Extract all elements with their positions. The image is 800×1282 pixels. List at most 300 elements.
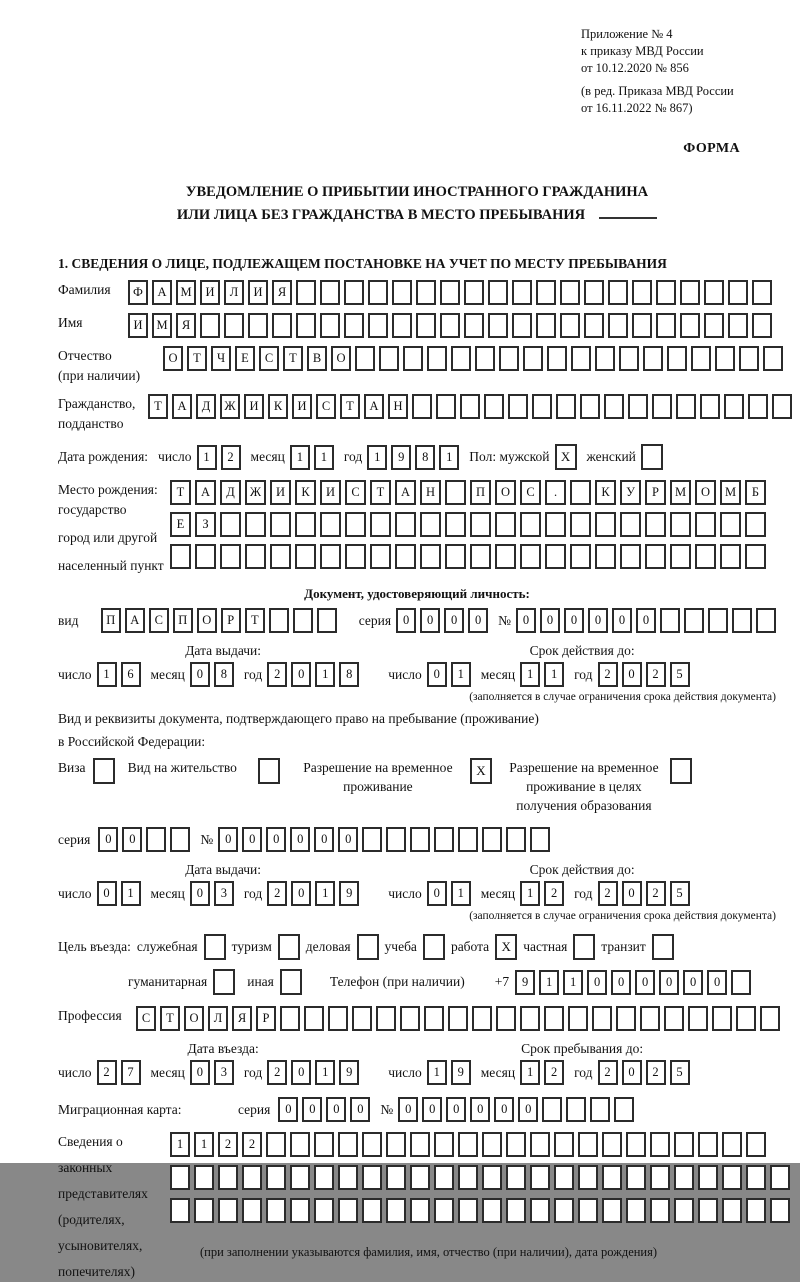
char-cell[interactable] xyxy=(530,1132,550,1157)
char-cell[interactable] xyxy=(436,394,456,419)
char-cell[interactable]: 1 xyxy=(427,1060,447,1085)
char-cell[interactable] xyxy=(376,1006,396,1031)
char-cell[interactable]: А xyxy=(195,480,216,505)
char-cell[interactable] xyxy=(602,1198,622,1223)
char-cell[interactable] xyxy=(427,346,447,371)
char-cell[interactable] xyxy=(370,512,391,537)
char-cell[interactable] xyxy=(338,1132,358,1157)
char-cell[interactable] xyxy=(545,512,566,537)
char-cell[interactable] xyxy=(440,313,460,338)
char-cell[interactable] xyxy=(695,512,716,537)
char-cell[interactable]: 6 xyxy=(121,662,141,687)
char-cell[interactable] xyxy=(746,1198,766,1223)
char-cell[interactable]: 8 xyxy=(214,662,234,687)
char-cell[interactable]: С xyxy=(149,608,169,633)
char-cell[interactable]: 0 xyxy=(683,970,703,995)
char-cell[interactable]: 0 xyxy=(242,827,262,852)
char-cell[interactable] xyxy=(584,280,604,305)
char-cell[interactable]: 0 xyxy=(659,970,679,995)
char-cell[interactable]: 0 xyxy=(420,608,440,633)
char-cell[interactable]: 1 xyxy=(544,662,564,687)
char-cell[interactable]: 0 xyxy=(587,970,607,995)
sex-female-checkbox[interactable] xyxy=(641,444,663,470)
char-cell[interactable] xyxy=(242,1198,262,1223)
char-cell[interactable] xyxy=(512,280,532,305)
char-cell[interactable] xyxy=(670,544,691,569)
char-cell[interactable] xyxy=(698,1132,718,1157)
char-cell[interactable] xyxy=(170,1198,190,1223)
char-cell[interactable]: Я xyxy=(176,313,196,338)
temp-residence-education-checkbox[interactable] xyxy=(670,758,692,784)
char-cell[interactable] xyxy=(578,1198,598,1223)
char-cell[interactable]: С xyxy=(520,480,541,505)
char-cell[interactable]: С xyxy=(136,1006,156,1031)
char-cell[interactable]: А xyxy=(172,394,192,419)
char-cell[interactable] xyxy=(368,313,388,338)
char-cell[interactable] xyxy=(560,313,580,338)
char-cell[interactable] xyxy=(745,512,766,537)
char-cell[interactable]: 0 xyxy=(446,1097,466,1122)
char-cell[interactable] xyxy=(352,1006,372,1031)
char-cell[interactable] xyxy=(746,1165,766,1190)
char-cell[interactable]: 2 xyxy=(267,1060,287,1085)
char-cell[interactable]: И xyxy=(244,394,264,419)
char-cell[interactable] xyxy=(628,394,648,419)
char-cell[interactable] xyxy=(410,827,430,852)
char-cell[interactable]: 0 xyxy=(622,662,642,687)
char-cell[interactable] xyxy=(674,1132,694,1157)
char-cell[interactable] xyxy=(170,1165,190,1190)
char-cell[interactable] xyxy=(508,394,528,419)
char-cell[interactable]: 1 xyxy=(520,662,540,687)
char-cell[interactable] xyxy=(434,1165,454,1190)
char-cell[interactable] xyxy=(752,280,772,305)
char-cell[interactable] xyxy=(290,1165,310,1190)
char-cell[interactable] xyxy=(295,544,316,569)
char-cell[interactable] xyxy=(691,346,711,371)
char-cell[interactable] xyxy=(619,346,639,371)
char-cell[interactable]: К xyxy=(295,480,316,505)
char-cell[interactable]: П xyxy=(470,480,491,505)
char-cell[interactable]: 9 xyxy=(391,445,411,470)
char-cell[interactable] xyxy=(451,346,471,371)
char-cell[interactable]: 1 xyxy=(315,881,335,906)
char-cell[interactable] xyxy=(386,1198,406,1223)
char-cell[interactable]: П xyxy=(173,608,193,633)
char-cell[interactable]: 0 xyxy=(636,608,656,633)
char-cell[interactable] xyxy=(368,280,388,305)
sex-male-checkbox[interactable]: X xyxy=(555,444,577,470)
char-cell[interactable] xyxy=(608,280,628,305)
char-cell[interactable]: Ч xyxy=(211,346,231,371)
char-cell[interactable] xyxy=(728,280,748,305)
purpose-work-checkbox[interactable]: X xyxy=(495,934,517,960)
char-cell[interactable] xyxy=(370,544,391,569)
char-cell[interactable] xyxy=(571,346,591,371)
char-cell[interactable] xyxy=(645,544,666,569)
char-cell[interactable] xyxy=(458,1165,478,1190)
char-cell[interactable] xyxy=(194,1198,214,1223)
char-cell[interactable]: О xyxy=(695,480,716,505)
char-cell[interactable] xyxy=(566,1097,586,1122)
char-cell[interactable] xyxy=(604,394,624,419)
char-cell[interactable] xyxy=(410,1165,430,1190)
char-cell[interactable] xyxy=(314,1132,334,1157)
char-cell[interactable]: К xyxy=(595,480,616,505)
temp-residence-checkbox[interactable]: X xyxy=(470,758,492,784)
char-cell[interactable] xyxy=(242,1165,262,1190)
char-cell[interactable] xyxy=(626,1165,646,1190)
char-cell[interactable] xyxy=(338,1165,358,1190)
char-cell[interactable] xyxy=(695,544,716,569)
char-cell[interactable]: 2 xyxy=(646,881,666,906)
char-cell[interactable] xyxy=(720,512,741,537)
char-cell[interactable] xyxy=(400,1006,420,1031)
purpose-study-checkbox[interactable] xyxy=(423,934,445,960)
char-cell[interactable]: А xyxy=(395,480,416,505)
char-cell[interactable] xyxy=(616,1006,636,1031)
char-cell[interactable]: 1 xyxy=(121,881,141,906)
char-cell[interactable]: 0 xyxy=(540,608,560,633)
char-cell[interactable] xyxy=(266,1198,286,1223)
char-cell[interactable] xyxy=(554,1132,574,1157)
char-cell[interactable] xyxy=(660,608,680,633)
purpose-humanitarian-checkbox[interactable] xyxy=(213,969,235,995)
char-cell[interactable]: 5 xyxy=(670,662,690,687)
char-cell[interactable] xyxy=(245,512,266,537)
char-cell[interactable] xyxy=(770,1165,790,1190)
char-cell[interactable]: О xyxy=(331,346,351,371)
char-cell[interactable] xyxy=(482,1132,502,1157)
residence-permit-checkbox[interactable] xyxy=(258,758,280,784)
char-cell[interactable]: 0 xyxy=(635,970,655,995)
char-cell[interactable]: Е xyxy=(235,346,255,371)
char-cell[interactable] xyxy=(520,512,541,537)
char-cell[interactable] xyxy=(570,480,591,505)
char-cell[interactable] xyxy=(720,544,741,569)
char-cell[interactable] xyxy=(293,608,313,633)
char-cell[interactable] xyxy=(680,313,700,338)
char-cell[interactable] xyxy=(554,1165,574,1190)
char-cell[interactable] xyxy=(440,280,460,305)
char-cell[interactable] xyxy=(680,280,700,305)
title-blank-line[interactable] xyxy=(599,203,657,219)
char-cell[interactable]: М xyxy=(670,480,691,505)
char-cell[interactable]: 9 xyxy=(515,970,535,995)
char-cell[interactable] xyxy=(266,1132,286,1157)
char-cell[interactable]: Р xyxy=(256,1006,276,1031)
char-cell[interactable]: 0 xyxy=(291,1060,311,1085)
char-cell[interactable] xyxy=(445,512,466,537)
char-cell[interactable]: 8 xyxy=(339,662,359,687)
char-cell[interactable]: 2 xyxy=(242,1132,262,1157)
char-cell[interactable] xyxy=(722,1198,742,1223)
char-cell[interactable]: 1 xyxy=(315,1060,335,1085)
char-cell[interactable] xyxy=(748,394,768,419)
char-cell[interactable] xyxy=(488,313,508,338)
char-cell[interactable] xyxy=(530,1165,550,1190)
char-cell[interactable] xyxy=(416,313,436,338)
char-cell[interactable]: 3 xyxy=(214,881,234,906)
char-cell[interactable] xyxy=(745,544,766,569)
char-cell[interactable] xyxy=(592,1006,612,1031)
char-cell[interactable]: 0 xyxy=(190,1060,210,1085)
char-cell[interactable]: 1 xyxy=(539,970,559,995)
char-cell[interactable]: 0 xyxy=(98,827,118,852)
char-cell[interactable] xyxy=(362,1132,382,1157)
char-cell[interactable]: 0 xyxy=(302,1097,322,1122)
char-cell[interactable]: 0 xyxy=(398,1097,418,1122)
char-cell[interactable] xyxy=(434,1132,454,1157)
char-cell[interactable]: Т xyxy=(340,394,360,419)
char-cell[interactable]: 0 xyxy=(422,1097,442,1122)
char-cell[interactable] xyxy=(620,512,641,537)
char-cell[interactable]: 2 xyxy=(544,881,564,906)
char-cell[interactable] xyxy=(416,280,436,305)
char-cell[interactable] xyxy=(475,346,495,371)
char-cell[interactable] xyxy=(746,1132,766,1157)
char-cell[interactable]: Д xyxy=(220,480,241,505)
char-cell[interactable]: 2 xyxy=(97,1060,117,1085)
char-cell[interactable] xyxy=(395,512,416,537)
char-cell[interactable] xyxy=(643,346,663,371)
char-cell[interactable] xyxy=(580,394,600,419)
char-cell[interactable] xyxy=(506,827,526,852)
char-cell[interactable]: 1 xyxy=(367,445,387,470)
char-cell[interactable] xyxy=(320,512,341,537)
char-cell[interactable] xyxy=(512,313,532,338)
char-cell[interactable]: У xyxy=(620,480,641,505)
char-cell[interactable] xyxy=(320,544,341,569)
char-cell[interactable] xyxy=(544,1006,564,1031)
char-cell[interactable]: 0 xyxy=(190,662,210,687)
char-cell[interactable] xyxy=(295,512,316,537)
char-cell[interactable]: 0 xyxy=(338,827,358,852)
char-cell[interactable]: В xyxy=(307,346,327,371)
char-cell[interactable]: 0 xyxy=(97,881,117,906)
char-cell[interactable] xyxy=(554,1198,574,1223)
char-cell[interactable]: И xyxy=(200,280,220,305)
char-cell[interactable] xyxy=(445,480,466,505)
char-cell[interactable]: 5 xyxy=(670,881,690,906)
char-cell[interactable]: 0 xyxy=(518,1097,538,1122)
char-cell[interactable] xyxy=(482,827,502,852)
char-cell[interactable] xyxy=(530,827,550,852)
char-cell[interactable] xyxy=(395,544,416,569)
char-cell[interactable] xyxy=(296,313,316,338)
char-cell[interactable] xyxy=(482,1198,502,1223)
char-cell[interactable] xyxy=(290,1198,310,1223)
char-cell[interactable] xyxy=(674,1165,694,1190)
char-cell[interactable]: Л xyxy=(208,1006,228,1031)
char-cell[interactable] xyxy=(392,280,412,305)
char-cell[interactable]: 0 xyxy=(291,662,311,687)
char-cell[interactable] xyxy=(379,346,399,371)
char-cell[interactable] xyxy=(403,346,423,371)
char-cell[interactable] xyxy=(506,1165,526,1190)
char-cell[interactable] xyxy=(578,1132,598,1157)
char-cell[interactable] xyxy=(645,512,666,537)
char-cell[interactable]: М xyxy=(152,313,172,338)
char-cell[interactable] xyxy=(728,313,748,338)
char-cell[interactable] xyxy=(424,1006,444,1031)
char-cell[interactable]: 2 xyxy=(646,1060,666,1085)
char-cell[interactable]: 1 xyxy=(520,1060,540,1085)
char-cell[interactable] xyxy=(724,394,744,419)
char-cell[interactable]: 1 xyxy=(170,1132,190,1157)
char-cell[interactable]: Т xyxy=(283,346,303,371)
char-cell[interactable] xyxy=(704,313,724,338)
char-cell[interactable] xyxy=(280,1006,300,1031)
char-cell[interactable] xyxy=(495,544,516,569)
char-cell[interactable] xyxy=(392,313,412,338)
char-cell[interactable]: 0 xyxy=(622,1060,642,1085)
char-cell[interactable]: Е xyxy=(170,512,191,537)
char-cell[interactable] xyxy=(224,313,244,338)
char-cell[interactable] xyxy=(506,1198,526,1223)
char-cell[interactable] xyxy=(496,1006,516,1031)
char-cell[interactable] xyxy=(434,827,454,852)
char-cell[interactable] xyxy=(731,970,751,995)
char-cell[interactable] xyxy=(732,608,752,633)
char-cell[interactable]: 2 xyxy=(544,1060,564,1085)
char-cell[interactable]: 5 xyxy=(670,1060,690,1085)
char-cell[interactable]: Л xyxy=(224,280,244,305)
char-cell[interactable]: 0 xyxy=(622,881,642,906)
char-cell[interactable] xyxy=(470,512,491,537)
char-cell[interactable] xyxy=(248,313,268,338)
char-cell[interactable] xyxy=(470,544,491,569)
char-cell[interactable]: Т xyxy=(170,480,191,505)
char-cell[interactable] xyxy=(506,1132,526,1157)
char-cell[interactable]: М xyxy=(176,280,196,305)
char-cell[interactable] xyxy=(590,1097,610,1122)
char-cell[interactable] xyxy=(760,1006,780,1031)
char-cell[interactable]: Я xyxy=(272,280,292,305)
char-cell[interactable]: 1 xyxy=(197,445,217,470)
char-cell[interactable] xyxy=(650,1198,670,1223)
char-cell[interactable]: 9 xyxy=(339,881,359,906)
char-cell[interactable] xyxy=(698,1198,718,1223)
char-cell[interactable]: 0 xyxy=(427,662,447,687)
char-cell[interactable]: 2 xyxy=(598,662,618,687)
char-cell[interactable]: Т xyxy=(245,608,265,633)
char-cell[interactable]: 0 xyxy=(494,1097,514,1122)
char-cell[interactable] xyxy=(170,827,190,852)
char-cell[interactable] xyxy=(530,1198,550,1223)
purpose-business-checkbox[interactable] xyxy=(357,934,379,960)
char-cell[interactable] xyxy=(770,1198,790,1223)
purpose-other-checkbox[interactable] xyxy=(280,969,302,995)
char-cell[interactable] xyxy=(722,1165,742,1190)
purpose-private-checkbox[interactable] xyxy=(573,934,595,960)
char-cell[interactable] xyxy=(220,512,241,537)
char-cell[interactable] xyxy=(520,544,541,569)
char-cell[interactable] xyxy=(556,394,576,419)
char-cell[interactable] xyxy=(712,1006,732,1031)
char-cell[interactable] xyxy=(520,1006,540,1031)
char-cell[interactable] xyxy=(602,1132,622,1157)
char-cell[interactable] xyxy=(434,1198,454,1223)
char-cell[interactable]: С xyxy=(345,480,366,505)
char-cell[interactable]: 0 xyxy=(468,608,488,633)
char-cell[interactable] xyxy=(464,313,484,338)
char-cell[interactable] xyxy=(570,512,591,537)
char-cell[interactable] xyxy=(570,544,591,569)
char-cell[interactable]: 1 xyxy=(290,445,310,470)
char-cell[interactable]: О xyxy=(163,346,183,371)
char-cell[interactable]: 9 xyxy=(451,1060,471,1085)
char-cell[interactable]: 2 xyxy=(267,881,287,906)
char-cell[interactable] xyxy=(602,1165,622,1190)
char-cell[interactable]: А xyxy=(364,394,384,419)
char-cell[interactable] xyxy=(317,608,337,633)
char-cell[interactable]: 8 xyxy=(415,445,435,470)
char-cell[interactable]: 0 xyxy=(218,827,238,852)
char-cell[interactable]: 0 xyxy=(611,970,631,995)
char-cell[interactable] xyxy=(472,1006,492,1031)
char-cell[interactable] xyxy=(272,313,292,338)
char-cell[interactable] xyxy=(410,1132,430,1157)
char-cell[interactable] xyxy=(218,1198,238,1223)
char-cell[interactable] xyxy=(445,544,466,569)
char-cell[interactable]: К xyxy=(268,394,288,419)
char-cell[interactable] xyxy=(328,1006,348,1031)
char-cell[interactable] xyxy=(488,280,508,305)
char-cell[interactable] xyxy=(420,512,441,537)
char-cell[interactable] xyxy=(320,313,340,338)
char-cell[interactable] xyxy=(547,346,567,371)
char-cell[interactable]: О xyxy=(197,608,217,633)
char-cell[interactable] xyxy=(595,512,616,537)
char-cell[interactable] xyxy=(667,346,687,371)
char-cell[interactable]: И xyxy=(270,480,291,505)
char-cell[interactable] xyxy=(532,394,552,419)
char-cell[interactable] xyxy=(170,544,191,569)
char-cell[interactable]: С xyxy=(259,346,279,371)
char-cell[interactable]: Р xyxy=(645,480,666,505)
char-cell[interactable] xyxy=(700,394,720,419)
char-cell[interactable] xyxy=(458,1198,478,1223)
char-cell[interactable]: 1 xyxy=(97,662,117,687)
char-cell[interactable] xyxy=(412,394,432,419)
visa-checkbox[interactable] xyxy=(93,758,115,784)
char-cell[interactable] xyxy=(652,394,672,419)
char-cell[interactable] xyxy=(194,1165,214,1190)
char-cell[interactable]: М xyxy=(720,480,741,505)
char-cell[interactable]: 2 xyxy=(646,662,666,687)
char-cell[interactable]: П xyxy=(101,608,121,633)
char-cell[interactable]: Н xyxy=(420,480,441,505)
char-cell[interactable] xyxy=(296,280,316,305)
char-cell[interactable]: Т xyxy=(187,346,207,371)
char-cell[interactable] xyxy=(146,827,166,852)
char-cell[interactable] xyxy=(595,346,615,371)
char-cell[interactable] xyxy=(344,280,364,305)
char-cell[interactable] xyxy=(608,313,628,338)
char-cell[interactable] xyxy=(684,608,704,633)
char-cell[interactable]: О xyxy=(184,1006,204,1031)
char-cell[interactable] xyxy=(670,512,691,537)
char-cell[interactable] xyxy=(650,1165,670,1190)
char-cell[interactable] xyxy=(484,394,504,419)
char-cell[interactable] xyxy=(495,512,516,537)
char-cell[interactable]: И xyxy=(292,394,312,419)
char-cell[interactable]: 0 xyxy=(444,608,464,633)
char-cell[interactable] xyxy=(674,1198,694,1223)
char-cell[interactable] xyxy=(245,544,266,569)
char-cell[interactable] xyxy=(195,544,216,569)
